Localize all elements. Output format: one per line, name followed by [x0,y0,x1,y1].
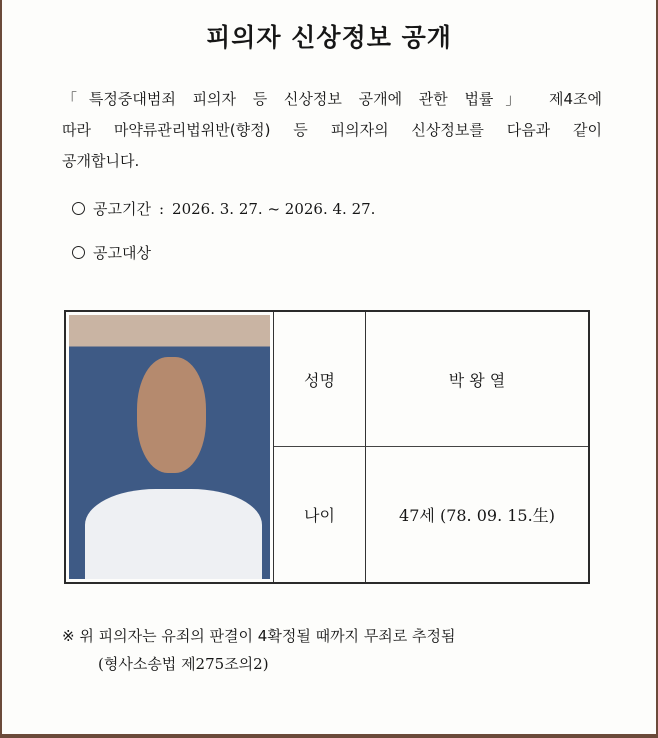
intro-line-1: 「특정중대범죄 피의자 등 신상정보 공개에 관한 법률」 제4조에 [62,90,602,108]
notice-target [72,242,151,263]
photo-head-shape [137,357,205,473]
suspect-info-table [64,310,590,584]
notice-period-separator: : [158,199,165,218]
intro-line-2: 따라 마약류관리법위반(향정) 등 피의자의 신상정보를 다음과 같이 [62,121,602,139]
page-title: 피의자 신상정보 공개 [206,23,452,52]
photo-placeholder [69,315,270,579]
footnote-line-1: ※ 위 피의자는 유죄의 판결이 4확정될 때까지 무죄로 추정됨 [62,627,456,645]
suspect-photo [66,312,274,582]
footnote-line-2: (형사소송법 제275조의2) [98,655,269,673]
name-label: 성명 [274,312,366,447]
notice-period-label: 공고기간 [93,200,151,218]
intro-paragraph [62,84,602,177]
circle-bullet-icon [72,202,85,215]
age-label: 나이 [274,447,366,582]
footnote [62,622,456,678]
notice-target-label: 공고대상 [93,244,151,262]
circle-bullet-icon [72,246,85,259]
notice-period [72,198,375,219]
age-value: 47세 (78. 09. 15.生) [399,506,555,525]
photo-shirt-shape [85,489,262,579]
notice-period-value: 2026. 3. 27. ~ 2026. 4. 27. [172,199,376,218]
name-value: 박 왕 열 [366,312,588,447]
intro-line-3: 공개합니다. [62,152,140,170]
notice-document [2,0,656,734]
